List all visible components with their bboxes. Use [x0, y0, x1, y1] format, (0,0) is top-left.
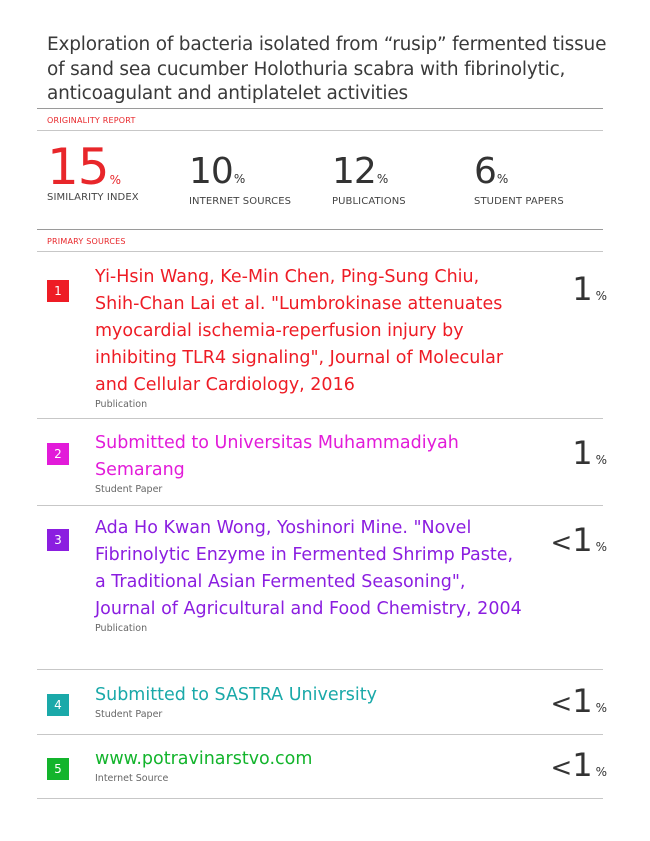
publications-caption: PUBLICATIONS — [332, 196, 406, 207]
source-number-badge: 4 — [47, 694, 69, 716]
source-percentage: 1 % — [572, 270, 607, 308]
publications-value: 12 — [332, 151, 376, 192]
student-papers-unit: % — [496, 172, 509, 186]
source-divider — [37, 734, 603, 735]
publications-unit: % — [376, 172, 389, 186]
internet-caption: INTERNET SOURCES — [189, 196, 292, 207]
stat-similarity-index — [47, 138, 139, 203]
stat-publications — [332, 152, 406, 207]
primary-sources-label: PRIMARY SOURCES — [47, 237, 126, 246]
source-number-badge: 3 — [47, 529, 69, 551]
source-item — [47, 682, 607, 730]
source-item — [47, 430, 607, 500]
title-divider — [37, 108, 603, 109]
source-title: Ada Ho Kwan Wong, Yoshinori Mine. "Novel Fibrinolytic Enzyme in Fermented Shrimp Paste, a Traditional Asian Fermented Seasoning", Journal of Agricultural and Food Chemistry, 2004 — [95, 518, 522, 619]
originality-report-label: ORIGINALITY REPORT — [47, 116, 136, 125]
student-papers-caption: STUDENT PAPERS — [474, 196, 564, 207]
source-type: Student Paper — [95, 709, 163, 720]
source-title: Yi-Hsin Wang, Ke-Min Chen, Ping-Sung Chiu, Shih-Chan Lai et al. "Lumbrokinase attenuates myocardial ischemia-reperfusion injury by inhibiting TLR4 signaling", Journal of Molecular and Cellular Cardiology, 2016 — [95, 267, 504, 395]
source-divider — [37, 505, 603, 506]
source-percentage: <1 % — [550, 682, 607, 720]
source-item — [47, 264, 607, 414]
source-item — [47, 515, 607, 665]
internet-unit: % — [233, 172, 246, 186]
source-item — [47, 746, 607, 794]
source-type: Student Paper — [95, 484, 163, 495]
stats-divider — [37, 229, 603, 230]
source-divider — [37, 798, 603, 799]
source-type: Publication — [95, 623, 148, 634]
stat-internet-sources — [189, 152, 291, 207]
source-percentage: <1 % — [550, 521, 607, 559]
similarity-value: 15 — [47, 138, 109, 196]
source-number-badge: 5 — [47, 758, 69, 780]
document-title: Exploration of bacteria isolated from “rusip” fermented tissue of sand sea cucumber Holothuria scabra with fibrinolytic, anticoagulant and antiplatelet activities — [47, 34, 607, 104]
similarity-caption: SIMILARITY INDEX — [47, 192, 139, 203]
source-title: Submitted to SASTRA University — [95, 685, 377, 705]
source-percentage: <1 % — [550, 746, 607, 784]
student-papers-value: 6 — [474, 151, 496, 192]
primary-sources-divider — [37, 251, 603, 252]
originality-divider — [37, 130, 603, 131]
source-divider — [37, 669, 603, 670]
source-type: Publication — [95, 399, 148, 410]
source-percentage: 1 % — [572, 434, 607, 472]
stat-student-papers — [474, 152, 564, 207]
source-title: Submitted to Universitas Muhammadiyah Semarang — [95, 433, 459, 480]
source-number-badge: 1 — [47, 280, 69, 302]
source-divider — [37, 418, 603, 419]
source-number-badge: 2 — [47, 443, 69, 465]
source-title: www.potravinarstvo.com — [95, 749, 313, 769]
source-type: Internet Source — [95, 773, 169, 784]
internet-value: 10 — [189, 151, 233, 192]
similarity-unit: % — [109, 173, 122, 187]
